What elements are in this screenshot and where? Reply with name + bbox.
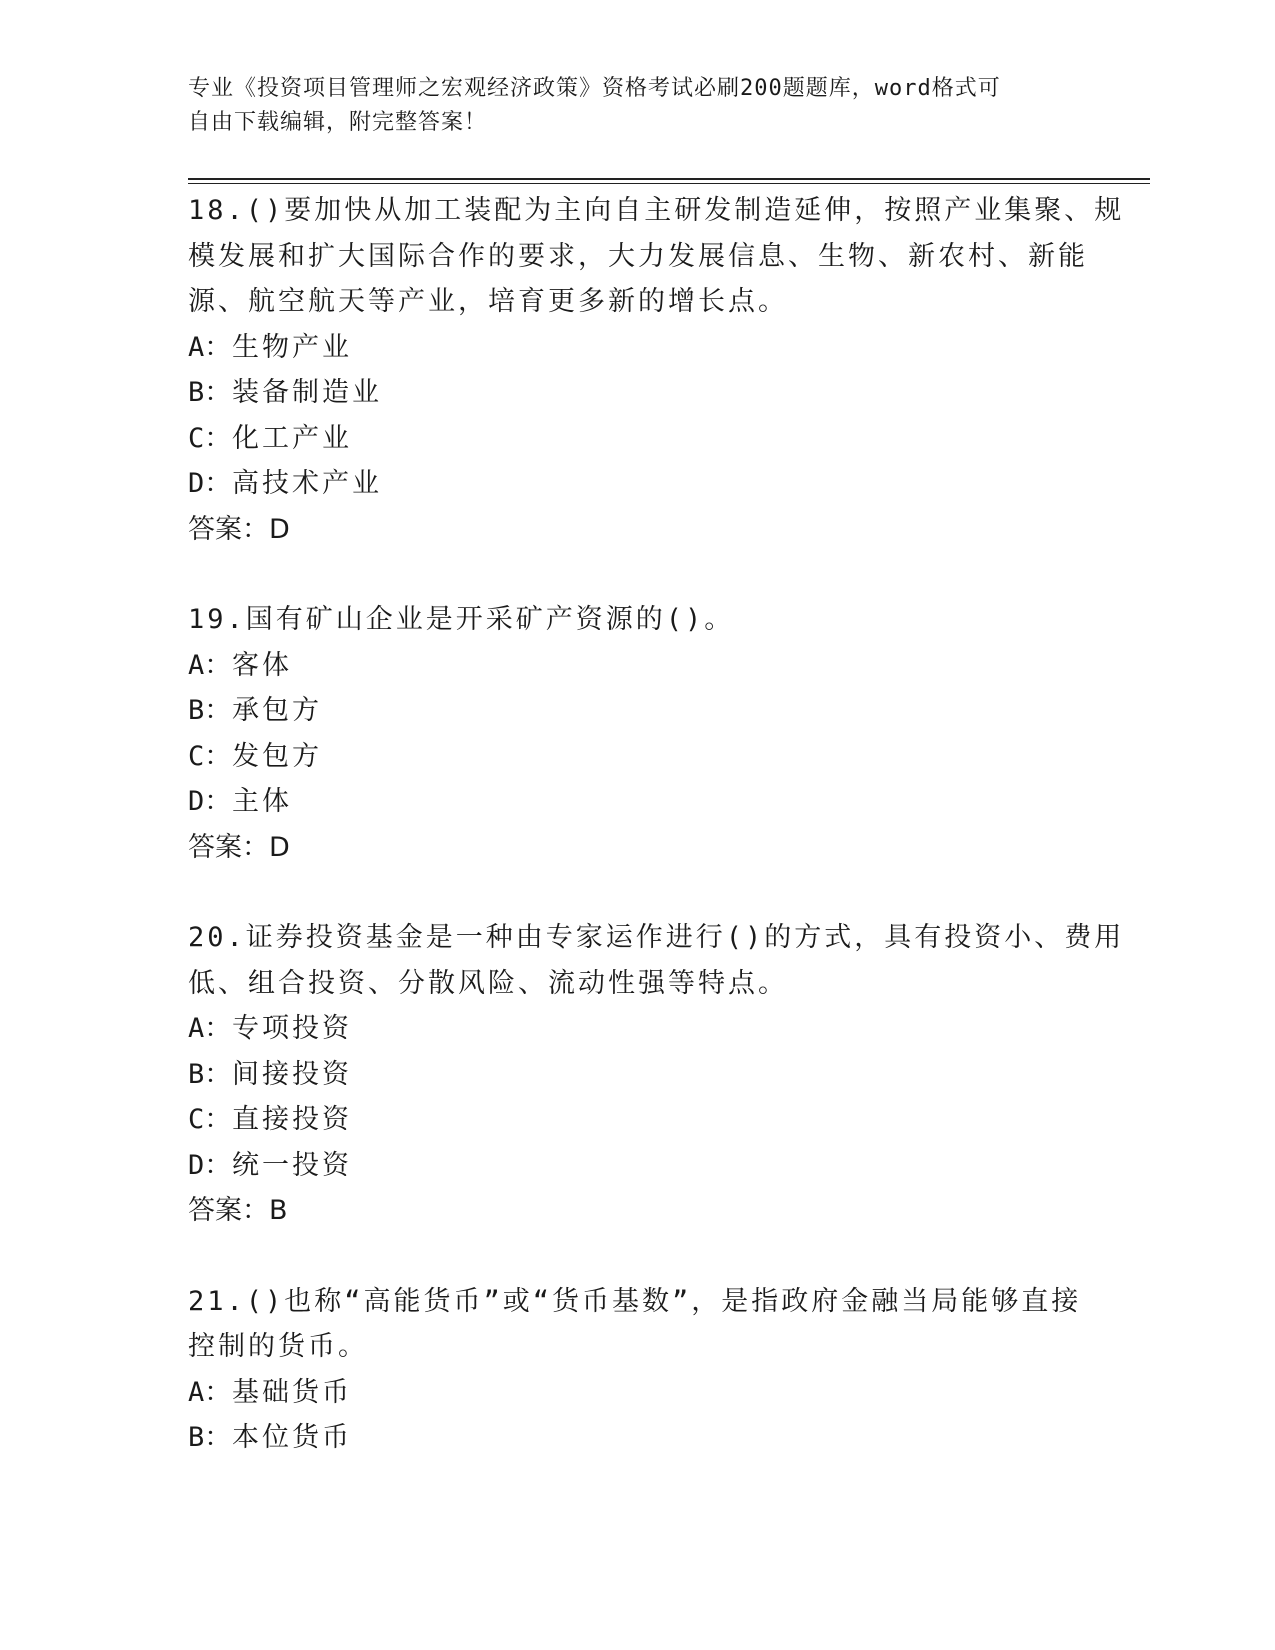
answer-line: 答案：D <box>188 513 290 545</box>
option-b <box>188 370 1088 416</box>
option-c <box>188 1097 1088 1143</box>
stem-line: 18.()要加快从加工装配为主向自主研发制造延伸，按照产业集聚、规 <box>188 195 1125 226</box>
question-21 <box>188 1279 1088 1461</box>
option-text: 专项投资 <box>232 1013 352 1044</box>
stem-line: 控制的货币。 <box>188 1331 368 1362</box>
header-line-2: 自由下载编辑，附完整答案！ <box>188 110 488 135</box>
option-letter: D： <box>188 468 232 499</box>
option-text: 装备制造业 <box>232 377 382 408</box>
option-letter: C： <box>188 740 232 772</box>
option-letter: A： <box>188 649 232 681</box>
option-text: 间接投资 <box>232 1058 352 1090</box>
option-a <box>188 1370 1088 1416</box>
option-text: 化工产业 <box>232 422 352 454</box>
option-letter: B： <box>188 695 232 726</box>
option-text: 直接投资 <box>232 1104 352 1135</box>
answer-line: 答案：D <box>188 831 290 863</box>
option-text: 本位货币 <box>232 1422 352 1453</box>
question-stem <box>188 597 1088 643</box>
document-header <box>188 72 1068 140</box>
header-line-1: 专业《投资项目管理师之宏观经济政策》资格考试必刷200题题库，word格式可 <box>188 76 1001 101</box>
stem-line: 19.国有矿山企业是开采矿产资源的()。 <box>188 604 735 635</box>
option-a <box>188 1006 1088 1052</box>
header-divider-thin <box>188 183 1150 184</box>
option-letter: D： <box>188 786 232 817</box>
option-text: 基础货币 <box>232 1376 352 1408</box>
option-text: 主体 <box>232 786 292 817</box>
answer-line: 答案：B <box>188 1195 288 1226</box>
option-b <box>188 1052 1088 1098</box>
option-d <box>188 461 1088 507</box>
stem-line: 21.()也称“高能货币”或“货币基数”，是指政府金融当局能够直接 <box>188 1285 1082 1317</box>
option-b <box>188 688 1088 734</box>
option-a <box>188 325 1088 371</box>
option-text: 承包方 <box>232 695 322 726</box>
option-text: 客体 <box>232 649 292 681</box>
option-letter: D： <box>188 1149 232 1181</box>
option-letter: A： <box>188 331 232 363</box>
question-18 <box>188 188 1125 552</box>
option-letter: A： <box>188 1013 232 1044</box>
option-c <box>188 416 1088 462</box>
option-letter: A： <box>188 1376 232 1408</box>
option-d <box>188 1143 1088 1189</box>
option-letter: B： <box>188 377 232 408</box>
option-letter: B： <box>188 1422 232 1453</box>
option-text: 统一投资 <box>232 1149 352 1181</box>
option-letter: C： <box>188 1104 232 1135</box>
option-letter: C： <box>188 422 232 454</box>
header-divider <box>188 178 1150 180</box>
question-list <box>188 188 1125 1506</box>
option-text: 发包方 <box>232 740 322 772</box>
option-c <box>188 734 1088 780</box>
option-a <box>188 643 1088 689</box>
stem-line: 20.证券投资基金是一种由专家运作进行()的方式，具有投资小、费用 <box>188 922 1125 953</box>
option-letter: B： <box>188 1058 232 1090</box>
stem-line: 源、航空航天等产业，培育更多新的增长点。 <box>188 286 788 317</box>
option-d <box>188 779 1088 825</box>
question-stem <box>188 1279 1088 1370</box>
question-stem <box>188 188 1125 325</box>
option-text: 生物产业 <box>232 331 352 363</box>
option-text: 高技术产业 <box>232 468 382 499</box>
question-stem <box>188 915 1125 1006</box>
option-b <box>188 1415 1088 1461</box>
question-20 <box>188 915 1125 1234</box>
question-19 <box>188 597 1088 870</box>
stem-line: 低、组合投资、分散风险、流动性强等特点。 <box>188 967 788 999</box>
stem-line: 模发展和扩大国际合作的要求，大力发展信息、生物、新农村、新能 <box>188 240 1088 272</box>
